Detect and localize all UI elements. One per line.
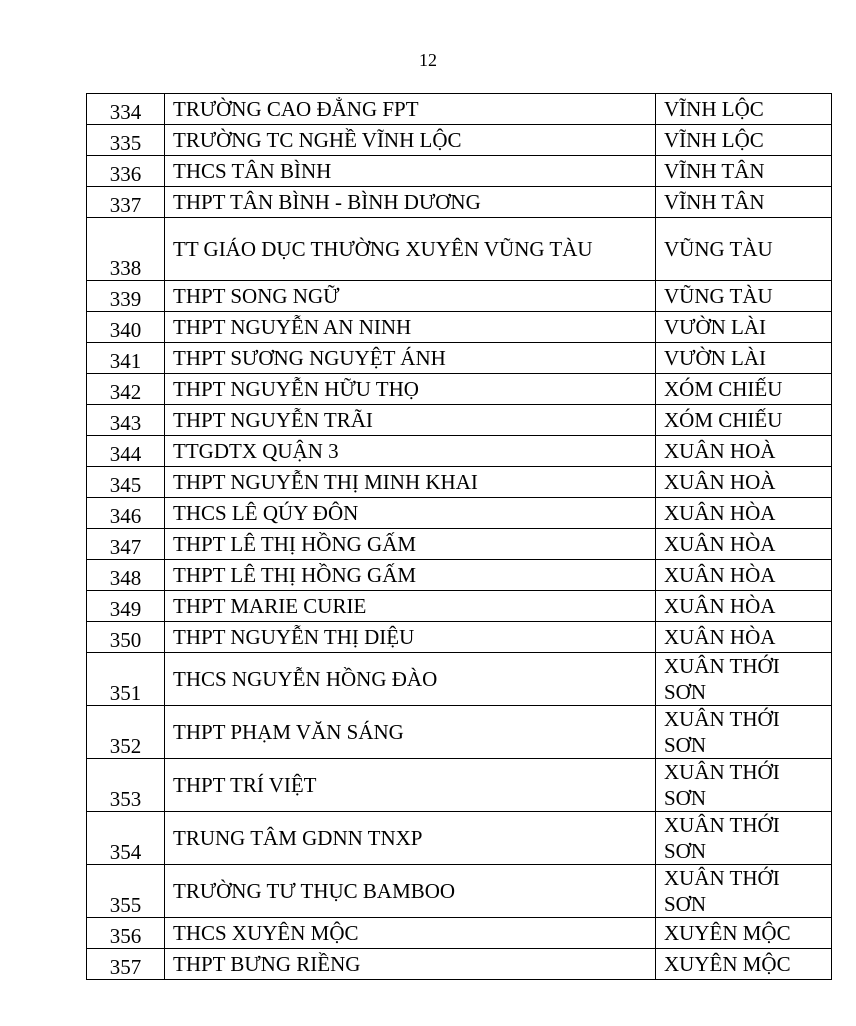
ward-name: VĨNH TÂN — [656, 156, 832, 187]
table-row — [87, 529, 832, 560]
ward-name: VƯỜN LÀI — [656, 343, 832, 374]
ward-name: VĨNH LỘC — [656, 125, 832, 156]
row-number: 344 — [87, 436, 165, 467]
table-row — [87, 560, 832, 591]
row-number: 334 — [87, 94, 165, 125]
row-number: 345 — [87, 467, 165, 498]
table-row — [87, 187, 832, 218]
school-name: THPT LÊ THỊ HỒNG GẤM — [165, 529, 656, 560]
ward-name: VŨNG TÀU — [656, 281, 832, 312]
row-number: 341 — [87, 343, 165, 374]
row-number: 352 — [87, 706, 165, 759]
table-row — [87, 812, 832, 865]
school-name: TRƯỜNG CAO ĐẲNG FPT — [165, 94, 656, 125]
ward-name: XUÂN THỚI SƠN — [656, 653, 832, 706]
school-name: THCS LÊ QÚY ĐÔN — [165, 498, 656, 529]
school-name: THPT BƯNG RIỀNG — [165, 949, 656, 980]
ward-name: XÓM CHIẾU — [656, 374, 832, 405]
row-number: 354 — [87, 812, 165, 865]
school-table — [86, 93, 832, 980]
row-number: 349 — [87, 591, 165, 622]
table-row — [87, 918, 832, 949]
school-name: THPT MARIE CURIE — [165, 591, 656, 622]
table-row — [87, 343, 832, 374]
ward-name: XUÂN HÒA — [656, 560, 832, 591]
row-number: 338 — [87, 218, 165, 281]
school-name: TTGDTX QUẬN 3 — [165, 436, 656, 467]
table-row — [87, 706, 832, 759]
ward-name: VĨNH LỘC — [656, 94, 832, 125]
school-name: THPT NGUYỄN THỊ MINH KHAI — [165, 467, 656, 498]
ward-name: XUÂN HÒA — [656, 622, 832, 653]
row-number: 353 — [87, 759, 165, 812]
row-number: 336 — [87, 156, 165, 187]
table-row — [87, 218, 832, 281]
school-name: TRƯỜNG TƯ THỤC BAMBOO — [165, 865, 656, 918]
row-number: 335 — [87, 125, 165, 156]
row-number: 339 — [87, 281, 165, 312]
ward-name: VĨNH TÂN — [656, 187, 832, 218]
ward-name: XUÂN HOÀ — [656, 436, 832, 467]
table-row — [87, 125, 832, 156]
school-name: TT GIÁO DỤC THƯỜNG XUYÊN VŨNG TÀU — [165, 218, 656, 281]
table-row — [87, 312, 832, 343]
school-name: THPT SONG NGỮ — [165, 281, 656, 312]
table-row — [87, 374, 832, 405]
ward-name: XUYÊN MỘC — [656, 918, 832, 949]
ward-name: XUÂN THỚI SƠN — [656, 812, 832, 865]
row-number: 356 — [87, 918, 165, 949]
school-name: THCS XUYÊN MỘC — [165, 918, 656, 949]
row-number: 346 — [87, 498, 165, 529]
school-name: THPT LÊ THỊ HỒNG GẤM — [165, 560, 656, 591]
school-name: THPT TÂN BÌNH - BÌNH DƯƠNG — [165, 187, 656, 218]
table-row — [87, 865, 832, 918]
table-row — [87, 405, 832, 436]
school-name: TRUNG TÂM GDNN TNXP — [165, 812, 656, 865]
school-name: THPT PHẠM VĂN SÁNG — [165, 706, 656, 759]
page-number: 12 — [419, 50, 437, 70]
table-row — [87, 622, 832, 653]
ward-name: XUÂN HÒA — [656, 498, 832, 529]
ward-name: VƯỜN LÀI — [656, 312, 832, 343]
school-name: THPT NGUYỄN TRÃI — [165, 405, 656, 436]
row-number: 351 — [87, 653, 165, 706]
row-number: 357 — [87, 949, 165, 980]
row-number: 348 — [87, 560, 165, 591]
school-name: THPT NGUYỄN HỮU THỌ — [165, 374, 656, 405]
row-number: 342 — [87, 374, 165, 405]
school-name: TRƯỜNG TC NGHỀ VĨNH LỘC — [165, 125, 656, 156]
ward-name: XÓM CHIẾU — [656, 405, 832, 436]
school-name: THPT NGUYỄN THỊ DIỆU — [165, 622, 656, 653]
table-row — [87, 759, 832, 812]
school-name: THPT NGUYỄN AN NINH — [165, 312, 656, 343]
ward-name: VŨNG TÀU — [656, 218, 832, 281]
table-row — [87, 949, 832, 980]
table-row — [87, 498, 832, 529]
school-name: THPT SƯƠNG NGUYỆT ÁNH — [165, 343, 656, 374]
ward-name: XUÂN THỚI SƠN — [656, 759, 832, 812]
table-row — [87, 281, 832, 312]
school-name: THPT TRÍ VIỆT — [165, 759, 656, 812]
row-number: 343 — [87, 405, 165, 436]
ward-name: XUÂN THỚI SƠN — [656, 865, 832, 918]
table-row — [87, 591, 832, 622]
row-number: 355 — [87, 865, 165, 918]
row-number: 350 — [87, 622, 165, 653]
school-name: THCS TÂN BÌNH — [165, 156, 656, 187]
ward-name: XUÂN HÒA — [656, 591, 832, 622]
row-number: 337 — [87, 187, 165, 218]
table-row — [87, 653, 832, 706]
row-number: 347 — [87, 529, 165, 560]
table-row — [87, 156, 832, 187]
table-row — [87, 436, 832, 467]
ward-name: XUÂN THỚI SƠN — [656, 706, 832, 759]
table-row — [87, 94, 832, 125]
ward-name: XUÂN HOÀ — [656, 467, 832, 498]
ward-name: XUYÊN MỘC — [656, 949, 832, 980]
row-number: 340 — [87, 312, 165, 343]
ward-name: XUÂN HÒA — [656, 529, 832, 560]
table-row — [87, 467, 832, 498]
school-name: THCS NGUYỄN HỒNG ĐÀO — [165, 653, 656, 706]
